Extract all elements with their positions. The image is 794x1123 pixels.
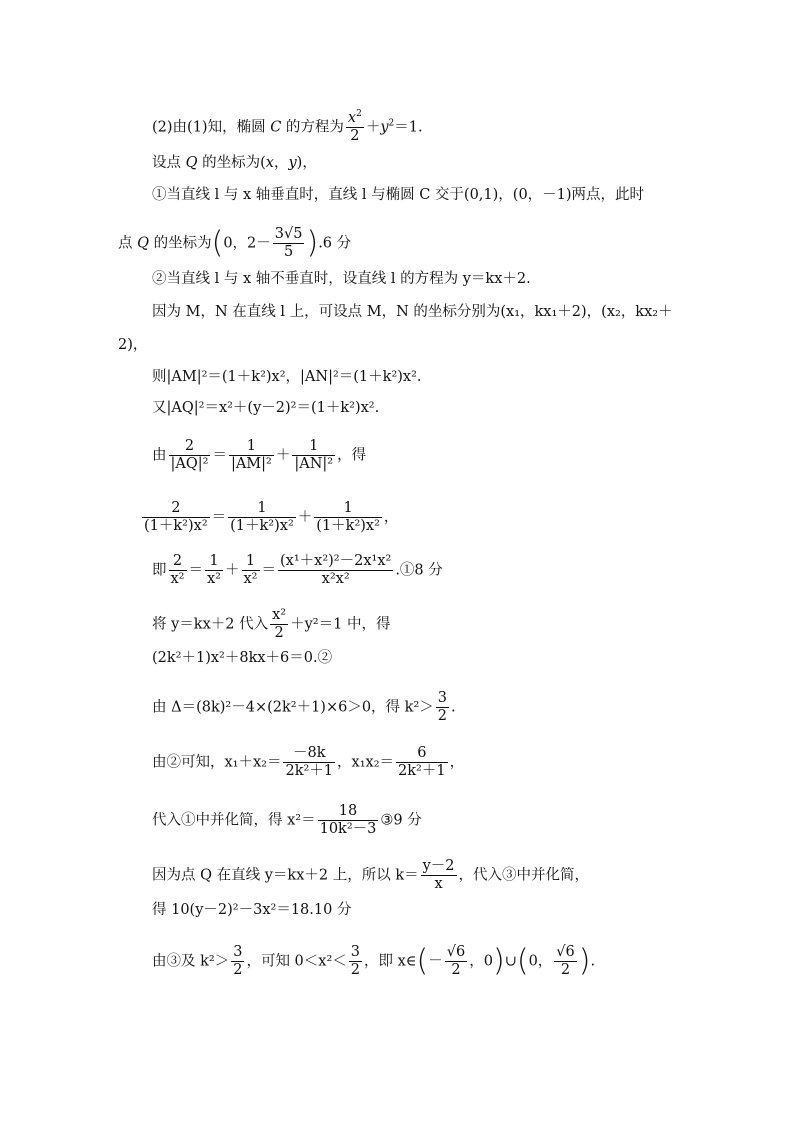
fraction (421, 858, 457, 893)
line-15 (152, 690, 456, 725)
line-8 (152, 367, 422, 387)
numerator: 3 (350, 944, 361, 960)
text: (2k²＋1)x²＋8kx＋6＝0.② (152, 650, 333, 666)
line-16 (152, 745, 464, 780)
line-3 (152, 185, 644, 205)
text: 由 Δ＝(8k)²－4×(2k²＋1)×6＞0，得 k²＞ (152, 699, 434, 716)
paren: ) (578, 943, 591, 979)
line-19 (152, 900, 351, 920)
numerator: 1 (205, 553, 223, 571)
text: ③9 分 (380, 812, 422, 829)
line-14 (152, 648, 332, 668)
text: ＝ (212, 447, 227, 464)
text: 由 (152, 447, 167, 464)
fraction (396, 745, 448, 780)
text: ，得 (337, 447, 367, 464)
line-20 (152, 944, 595, 979)
text: ＝ (261, 562, 276, 579)
denominator: x² (243, 571, 258, 587)
numerator: 3√5 (274, 226, 303, 242)
text: 将 y＝kx＋2 代入 (152, 616, 269, 633)
text: ＝ (188, 562, 203, 579)
line-2 (152, 153, 317, 173)
text: － (428, 953, 443, 970)
denominator: 2 (437, 708, 447, 724)
fraction: $\frac{x^2}{2}$ (347, 109, 362, 144)
text: (2)由(1)知，椭圆 (152, 119, 271, 136)
text: 的方程为 (281, 119, 344, 136)
denominator: 2 (350, 962, 361, 978)
numerator: 1 (228, 500, 296, 518)
text: 由③及 k²＞ (152, 953, 230, 970)
text: ， (449, 754, 465, 771)
text: 则|AM|²＝(1＋k²)x²，|AN|²＝(1＋k²)x². (152, 369, 422, 385)
line-13 (152, 607, 390, 642)
denominator: |AM|² (230, 456, 272, 472)
line-17 (152, 803, 422, 838)
text: . (451, 699, 456, 716)
denominator: x²x² (321, 571, 350, 587)
paren: ) (306, 225, 319, 261)
numerator: 6 (396, 745, 448, 763)
text: x (265, 155, 274, 171)
fraction (231, 944, 244, 979)
paren: ) (492, 943, 505, 979)
numerator: 3 (437, 690, 447, 706)
text: ①当直线 l 与 x 轴垂直时，直线 l 与椭圆 C 交于(0,1)，(0，－1)两点，此时 (152, 187, 645, 203)
text: 由②可知，x₁＋x₂＝ (152, 754, 282, 771)
numerator: －8k (283, 745, 335, 763)
text: 设点 (152, 155, 186, 171)
denominator: 2 (274, 625, 284, 641)
fraction (273, 226, 305, 261)
fraction (278, 553, 393, 588)
numerator: x (347, 110, 357, 126)
numerator: 1 (229, 438, 274, 456)
denominator: 2 (233, 962, 243, 978)
text: C (270, 119, 282, 136)
denominator: 10k²－3 (319, 821, 377, 837)
text: 因为 M，N 在直线 l 上，可设点 M，N 的坐标分别为(x₁，kx₁＋2)，(x₂，kx₂＋ (152, 304, 673, 320)
denominator: x (434, 876, 443, 892)
denominator: (1＋k²)x² (144, 518, 208, 534)
text: ， (273, 155, 289, 171)
text: 2)， (118, 337, 148, 353)
text: 得 10(y－2)²－3x²＝18.10 分 (152, 902, 352, 918)
denominator: x² (207, 571, 221, 587)
line-9 (152, 398, 379, 418)
fraction (242, 553, 260, 588)
fraction (169, 438, 211, 473)
numerator: √6 (556, 944, 575, 960)
text: ，代入③中并化简， (458, 867, 590, 884)
fraction (283, 745, 335, 780)
text: 代入①中并化简，得 x²＝ (152, 812, 316, 829)
paren: ( (416, 943, 429, 979)
line-11 (140, 500, 398, 535)
text: y (380, 119, 389, 136)
text: 又|AQ|²＝x²＋(y－2)²＝(1＋k²)x². (152, 400, 380, 416)
numerator: 2 (142, 500, 210, 518)
text: . (590, 953, 596, 970)
text: y (288, 155, 297, 171)
paren: ( (211, 225, 224, 261)
numerator: x² (272, 607, 287, 623)
text: 点 (118, 235, 138, 252)
fraction (270, 607, 288, 642)
fraction (436, 690, 449, 725)
numerator: 18 (318, 803, 379, 821)
line-7 (118, 335, 147, 355)
fraction (229, 438, 274, 473)
text: .①8 分 (395, 562, 443, 579)
denominator: 2k²＋1 (285, 763, 334, 779)
line-12 (152, 553, 443, 588)
fraction (292, 438, 335, 473)
paren: ( (516, 943, 529, 979)
fraction (554, 944, 576, 979)
text: ②当直线 l 与 x 轴不垂直时，设直线 l 的方程为 y＝kx＋2. (152, 271, 531, 287)
line-18 (152, 858, 589, 893)
denominator: 2 (560, 962, 571, 978)
denominator: 2 (350, 128, 360, 144)
text: 即 (152, 562, 167, 579)
fraction (318, 803, 379, 838)
numerator: 2 (169, 438, 211, 456)
denominator: 5 (284, 244, 294, 260)
fraction (314, 500, 382, 535)
line-5 (152, 269, 531, 289)
line-4 (118, 226, 351, 261)
fraction (169, 553, 187, 588)
text: Q (137, 235, 149, 252)
text: ＋ (275, 447, 291, 464)
denominator: |AN|² (294, 456, 334, 472)
text: ＝ (211, 509, 227, 526)
fraction (445, 944, 467, 979)
text: ∪ (504, 953, 517, 970)
text: Q (185, 155, 198, 171)
denominator: (1＋k²)x² (230, 518, 294, 534)
line-1: (2)由(1)知，椭圆 C 的方程为 $\frac{x^2}{2}$ $+y^2=1$. (152, 109, 423, 144)
fraction (142, 500, 210, 535)
fraction (349, 944, 362, 979)
denominator: 2 (451, 962, 461, 978)
denominator: 2k²＋1 (398, 763, 446, 779)
denominator: x² (170, 571, 185, 587)
text: .6 分 (318, 235, 352, 252)
numerator: (x¹＋x²)²－2x¹x² (280, 553, 392, 569)
fraction (205, 553, 223, 588)
line-6 (152, 302, 673, 322)
numerator: 1 (314, 500, 382, 518)
numerator: √6 (446, 944, 466, 960)
text: ＋ (225, 562, 240, 579)
text: ，可知 0＜x²＜ (246, 953, 347, 970)
text: ＋y²＝1 中，得 (290, 616, 391, 633)
denominator: |AQ|² (170, 456, 209, 472)
text: ，即 x∈ (364, 953, 417, 970)
numerator: y－2 (422, 858, 455, 874)
text: )， (296, 155, 317, 171)
numerator: 1 (292, 438, 335, 456)
text: 的坐标为( (197, 155, 266, 171)
fraction (228, 500, 296, 535)
numerator: 1 (242, 553, 260, 571)
text: 的坐标为 (149, 235, 212, 252)
denominator: (1＋k²)x² (316, 518, 380, 534)
numerator: 3 (233, 944, 243, 960)
text: ，x₁x₂＝ (337, 754, 395, 771)
text: 0， (528, 953, 553, 970)
line-10 (152, 438, 366, 473)
text: ， (383, 509, 399, 526)
text: ＋ (297, 509, 313, 526)
text: ，0 (469, 953, 493, 970)
numerator: 2 (169, 553, 187, 571)
text: ＋ (365, 119, 381, 136)
text: 因为点 Q 在直线 y＝kx＋2 上，所以 k＝ (152, 867, 419, 884)
text: 0，2－ (223, 235, 271, 252)
text: ＝1. (394, 119, 423, 136)
